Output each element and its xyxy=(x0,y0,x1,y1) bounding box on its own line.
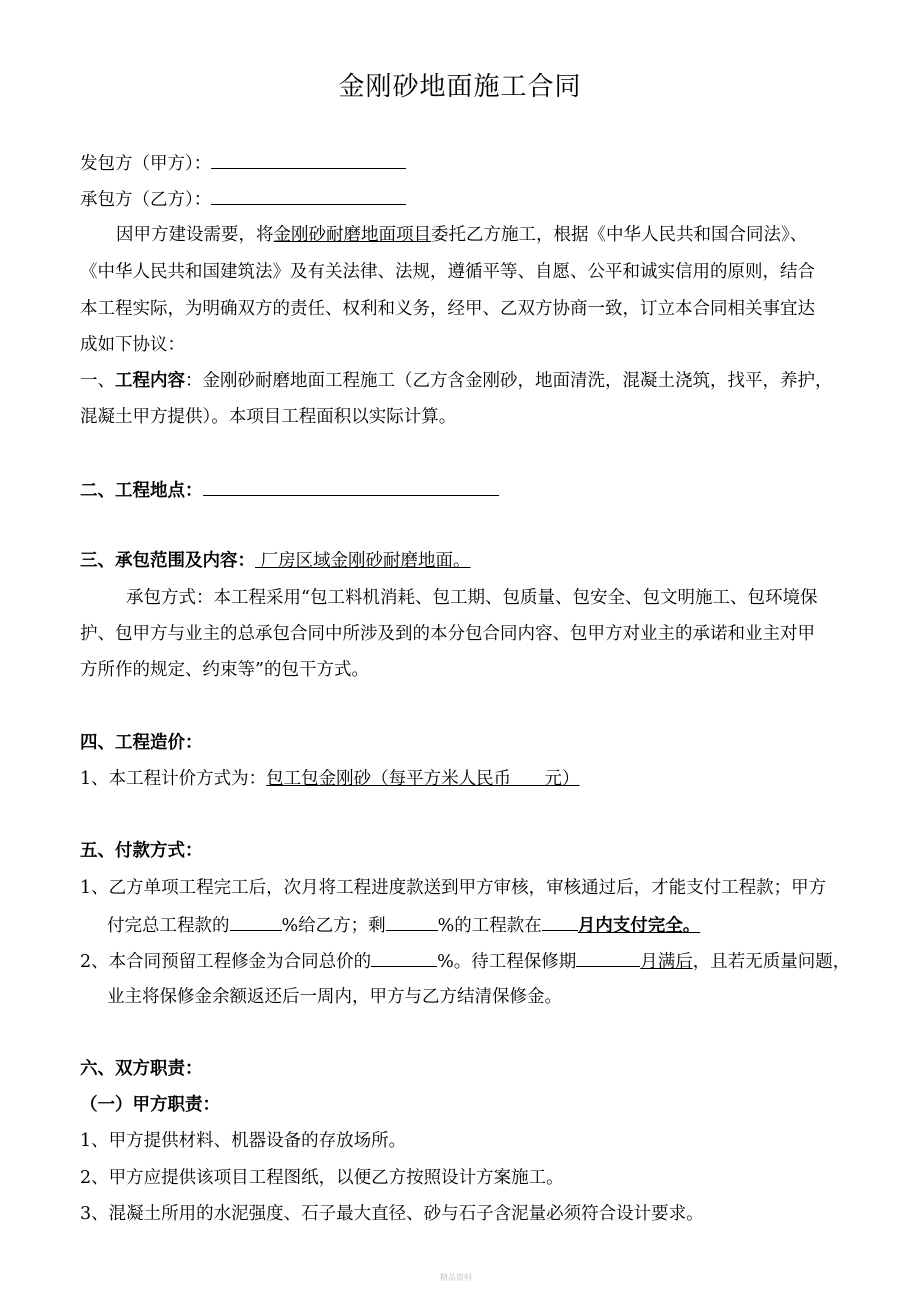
warranty-months-blank xyxy=(576,948,640,967)
payment-text: %的工程款在 xyxy=(437,916,542,936)
payment-item-1-line-1: 1、乙方单项工程完工后，次月将工程进度款送到甲方审核，审核通过后，才能支付工程款；甲方 xyxy=(80,878,827,898)
section-6-heading: 六、双方职责： xyxy=(80,1059,203,1079)
payment-text: ，且若无质量问题， xyxy=(692,952,851,972)
section-2-line xyxy=(80,477,499,503)
duty-item: 3、混凝土所用的水泥强度、石子最大直径、砂与石子含泥量必须符合设计要求。 xyxy=(80,1204,704,1224)
section-1-line-1 xyxy=(80,369,833,393)
section-3-para-2: 护、包甲方与业主的总承包合同中所涉及到的本分包合同内容、包甲方对业主的承诺和业主对甲 xyxy=(80,624,815,644)
pricing-value: 包工包金刚砂（每平方米人民币 元） xyxy=(266,769,580,789)
section-3-para-1: 承包方式：本工程采用“包工料机消耗、包工期、包质量、包安全、包文明施工、包环境保 xyxy=(126,588,818,608)
footer-watermark: 精品资料 xyxy=(440,1273,472,1282)
warranty-months-text: 月满后 xyxy=(640,952,693,972)
duty-item: 2、甲方应提供该项目工程图纸，以便乙方按照设计方案施工。 xyxy=(80,1168,564,1188)
intro-line-1 xyxy=(116,223,807,247)
payment-text: 付完总工程款的 xyxy=(107,916,230,936)
section-3-heading: 三、承包范围及内容： xyxy=(80,551,255,571)
section-5-heading: 五、付款方式： xyxy=(80,841,203,861)
section-4-item-1 xyxy=(80,767,580,791)
intro-line-4: 成如下协议： xyxy=(80,335,185,355)
payment-text: %给乙方；剩 xyxy=(281,916,386,936)
payment-item-1-line-2 xyxy=(107,912,700,938)
party-a-blank xyxy=(211,150,406,169)
payment-text: %。待工程保修期 xyxy=(437,952,577,972)
section-number: 一、 xyxy=(80,371,115,391)
scope-value: 厂房区域金刚砂耐磨地面。 xyxy=(255,551,471,571)
section-4-heading: 四、工程造价： xyxy=(80,733,203,753)
payment-deadline: 月内支付完全。 xyxy=(577,916,701,936)
retention-percent-blank xyxy=(371,948,437,967)
document-title: 金刚砂地面施工合同 xyxy=(338,72,582,102)
section-2-heading: 二、工程地点： xyxy=(80,481,203,501)
percent-blank-2 xyxy=(386,912,438,931)
party-b-line xyxy=(80,186,406,212)
intro-line-2: 《中华人民共和国建筑法》及有关法律、法规，遵循平等、自愿、公平和诚实信用的原则，结合 xyxy=(80,262,815,282)
payment-item-2-line-2: 业主将保修金余额返还后一周内，甲方与乙方结清保修金。 xyxy=(107,987,562,1007)
intro-line-3: 本工程实际，为明确双方的责任、权利和义务，经甲、乙双方协商一致，订立本合同相关事宜达 xyxy=(80,299,815,319)
duty-item: 1、甲方提供材料、机器设备的存放场所。 xyxy=(80,1131,407,1151)
section-3-para-3: 方所作的规定、约束等”的包干方式。 xyxy=(80,660,369,680)
party-a-label: 发包方（甲方）： xyxy=(80,154,212,174)
party-b-blank xyxy=(211,186,406,205)
party-b-label: 承包方（乙方）： xyxy=(80,190,212,210)
pricing-label: 1、本工程计价方式为： xyxy=(80,769,267,789)
payment-text: 2、本合同预留工程修金为合同总价的 xyxy=(80,952,372,972)
month-blank xyxy=(542,912,578,931)
location-blank xyxy=(203,477,499,496)
party-a-duties-heading: （一）甲方职责： xyxy=(80,1095,220,1115)
payment-item-2-line-1 xyxy=(80,948,850,974)
project-name: 金刚砂耐磨地面项目 xyxy=(273,225,431,245)
section-1-heading: 工程内容 xyxy=(115,371,185,391)
percent-blank-1 xyxy=(230,912,282,931)
section-1-text: ：金刚砂耐磨地面工程施工（乙方含金刚砂，地面清洗，混凝土浇筑，找平，养护， xyxy=(185,371,833,391)
intro-text: 委托乙方施工，根据《中华人民共和国合同法》、 xyxy=(431,225,808,245)
intro-text: 因甲方建设需要，将 xyxy=(116,225,274,245)
party-a-line xyxy=(80,150,406,176)
section-1-line-2: 混凝土甲方提供）。本项目工程面积以实际计算。 xyxy=(80,407,457,427)
section-3-line xyxy=(80,549,471,573)
